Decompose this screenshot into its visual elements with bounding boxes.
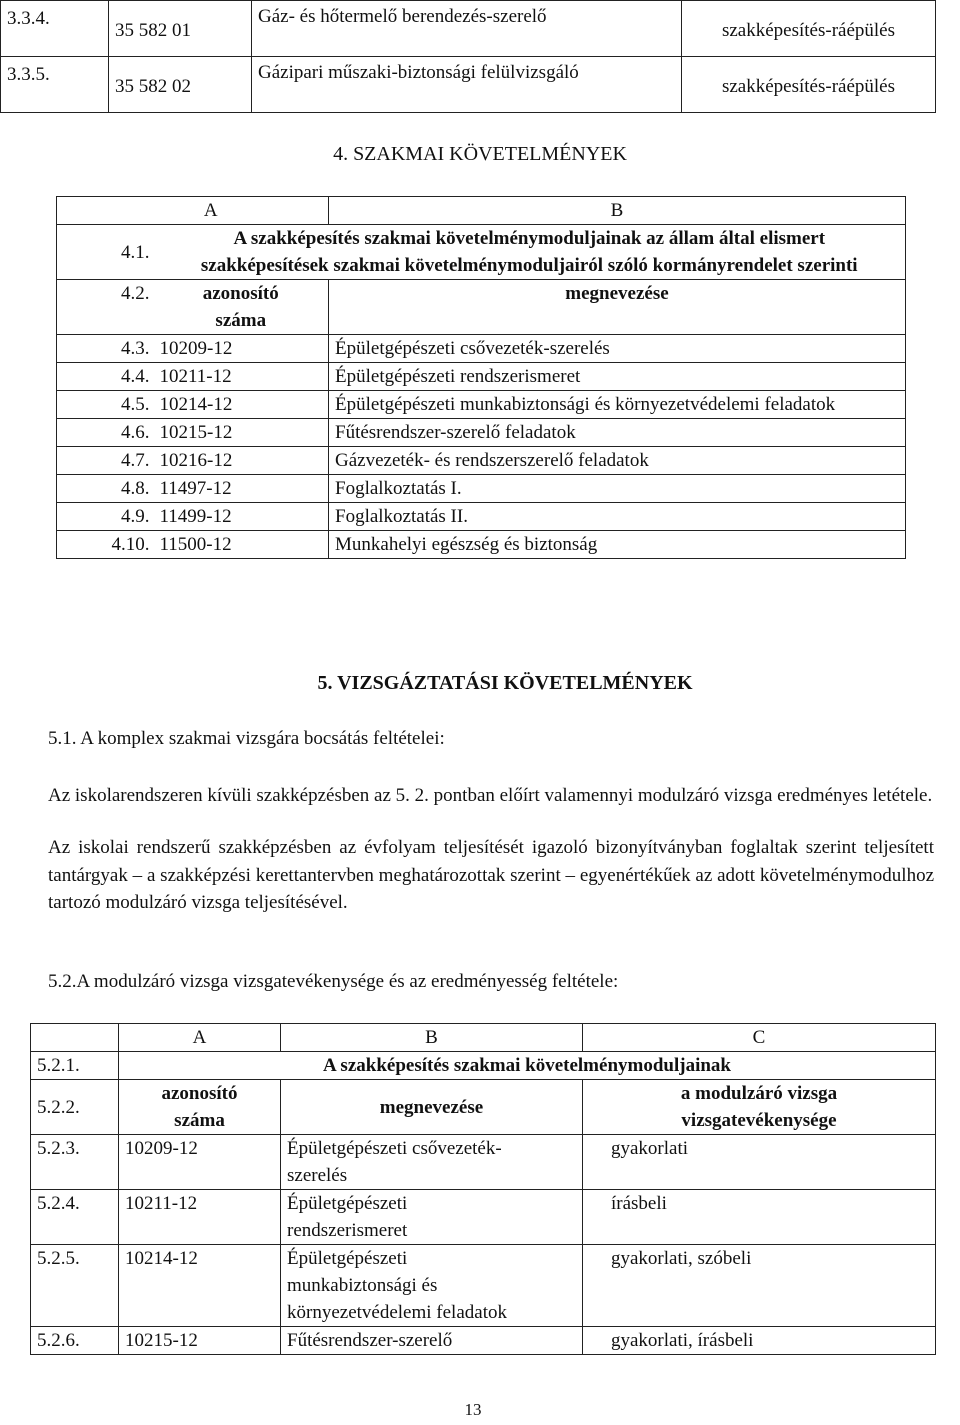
- table-row: [57, 531, 906, 559]
- module-code: 11497-12: [154, 475, 329, 503]
- row-number: 5.2.5.: [31, 1245, 119, 1327]
- module-code: 11499-12: [154, 503, 329, 531]
- table-row: [57, 447, 906, 475]
- activity-header: a modulzáró vizsga vizsgatevékenysége: [583, 1080, 936, 1135]
- id-header: azonosító száma: [119, 1080, 281, 1135]
- module-name: Épületgépészeti munkabiztonsági és környezetvédelemi feladatok: [281, 1245, 583, 1327]
- table-row: [1, 57, 936, 113]
- table-row: [57, 363, 906, 391]
- module-code: 10216-12: [154, 447, 329, 475]
- subsection-5-2: 5.2.A modulzáró vizsga vizsgatevékenysége és az eredményesség feltétele:: [48, 971, 619, 992]
- row-number: 4.7.: [57, 447, 154, 475]
- module-code: 10214-12: [154, 391, 329, 419]
- module-code: 10209-12: [119, 1135, 281, 1190]
- requirements-table: [56, 196, 906, 559]
- row-number: 5.2.1.: [31, 1052, 119, 1080]
- module-header-text: A szakképesítés szakmai követelménymoduljainak: [119, 1052, 936, 1080]
- module-name: Épületgépészeti rendszerismeret: [329, 363, 906, 391]
- table-row: [31, 1245, 936, 1327]
- row-number: 4.3.: [57, 335, 154, 363]
- table-row: [31, 1327, 936, 1355]
- module-name: Foglalkoztatás I.: [329, 475, 906, 503]
- qualification-type: szakképesítés-ráépülés: [682, 1, 936, 57]
- module-header-text: A szakképesítés szakmai követelménymoduljainak az állam által elismert szakképesítések szakmai követelménymoduljairól szóló kormányrendelet szerinti: [154, 225, 906, 280]
- table-row: [57, 503, 906, 531]
- exam-activity: gyakorlati, szóbeli: [583, 1245, 936, 1327]
- module-name: Fűtésrendszer-szerelő feladatok: [329, 419, 906, 447]
- qualification-code: 35 582 01: [109, 1, 252, 57]
- exam-activity: írásbeli: [583, 1190, 936, 1245]
- column-a-header: A: [154, 197, 329, 225]
- row-number: 5.2.2.: [31, 1080, 119, 1135]
- column-b-header: B: [329, 197, 906, 225]
- row-number: 4.9.: [57, 503, 154, 531]
- row-number: 4.5.: [57, 391, 154, 419]
- qualification-type: szakképesítés-ráépülés: [682, 57, 936, 113]
- page-number: 13: [464, 1400, 482, 1419]
- module-code: 10211-12: [154, 363, 329, 391]
- table-row: [57, 335, 906, 363]
- qualification-table: [0, 0, 936, 113]
- row-number: 4.8.: [57, 475, 154, 503]
- table-row: [57, 419, 906, 447]
- row-number: 4.6.: [57, 419, 154, 447]
- header-row: [57, 197, 906, 225]
- module-code: 10211-12: [119, 1190, 281, 1245]
- table-row: [31, 1135, 936, 1190]
- row-number: 4.4.: [57, 363, 154, 391]
- column-a-header: A: [119, 1024, 281, 1052]
- row-number: 5.2.3.: [31, 1135, 119, 1190]
- column-b-header: B: [281, 1024, 583, 1052]
- table-row: [57, 391, 906, 419]
- id-header: azonosító száma: [154, 280, 329, 335]
- row-number: 4.10.: [57, 531, 154, 559]
- table-row: [31, 1080, 936, 1135]
- module-name: Épületgépészeti csővezeték-szerelés: [281, 1135, 583, 1190]
- row-number: 4.2.: [57, 280, 154, 335]
- column-c-header: C: [583, 1024, 936, 1052]
- module-name: Épületgépészeti munkabiztonsági és környezetvédelemi feladatok: [329, 391, 906, 419]
- exam-table: [30, 1023, 936, 1355]
- qualification-code: 35 582 02: [109, 57, 252, 113]
- name-header: megnevezése: [281, 1080, 583, 1135]
- table-row: [57, 225, 906, 280]
- table-row: [57, 280, 906, 335]
- row-number: 5.2.6.: [31, 1327, 119, 1355]
- qualification-name: Gázipari műszaki-biztonsági felülvizsgáló: [252, 57, 682, 113]
- module-code: 10209-12: [154, 335, 329, 363]
- row-number: 5.2.4.: [31, 1190, 119, 1245]
- row-number: 3.3.5.: [1, 57, 109, 113]
- module-name: Épületgépészeti rendszerismeret: [281, 1190, 583, 1245]
- subsection-5-1: 5.1. A komplex szakmai vizsgára bocsátás feltételei:: [48, 728, 445, 749]
- paragraph-2-text: Az iskolai rendszerű szakképzésben az évfolyam teljesítését igazoló bizonyítványban foglaltak szerint teljesített tantárgyak – a szakképzési kerettantervben meghatározottak szerint – egyenértékűek az adott követelménymodulhoz tartozó modulzáró vizsga teljesítésével.: [48, 837, 934, 913]
- name-header: megnevezése: [329, 280, 906, 335]
- module-name: Foglalkoztatás II.: [329, 503, 906, 531]
- section-5-title: 5. VIZSGÁZTATÁSI KÖVETELMÉNYEK: [317, 672, 693, 694]
- table-row: [57, 475, 906, 503]
- module-name: Fűtésrendszer-szerelő: [281, 1327, 583, 1355]
- section-4-title: 4. SZAKMAI KÖVETELMÉNYEK: [333, 143, 627, 165]
- table-row: [31, 1052, 936, 1080]
- row-number: 3.3.4.: [1, 1, 109, 57]
- qualification-name: Gáz- és hőtermelő berendezés-szerelő: [252, 1, 682, 57]
- exam-activity: gyakorlati, írásbeli: [583, 1327, 936, 1355]
- row-number: 4.1.: [57, 225, 154, 280]
- paragraph-1: [48, 782, 934, 810]
- module-name: Munkahelyi egészség és biztonság: [329, 531, 906, 559]
- paragraph-1-text: Az iskolarendszeren kívüli szakképzésben az 5. 2. pontban előírt valamennyi modulzáró vizsga eredményes letétele.: [48, 785, 933, 806]
- module-code: 10215-12: [119, 1327, 281, 1355]
- module-code: 10214-12: [119, 1245, 281, 1327]
- table-row: [1, 1, 936, 57]
- paragraph-2: [48, 834, 934, 917]
- exam-activity: gyakorlati: [583, 1135, 936, 1190]
- module-name: Gázvezeték- és rendszerszerelő feladatok: [329, 447, 906, 475]
- table-row: [31, 1190, 936, 1245]
- module-code: 10215-12: [154, 419, 329, 447]
- module-code: 11500-12: [154, 531, 329, 559]
- header-row: [31, 1024, 936, 1052]
- module-name: Épületgépészeti csővezeték-szerelés: [329, 335, 906, 363]
